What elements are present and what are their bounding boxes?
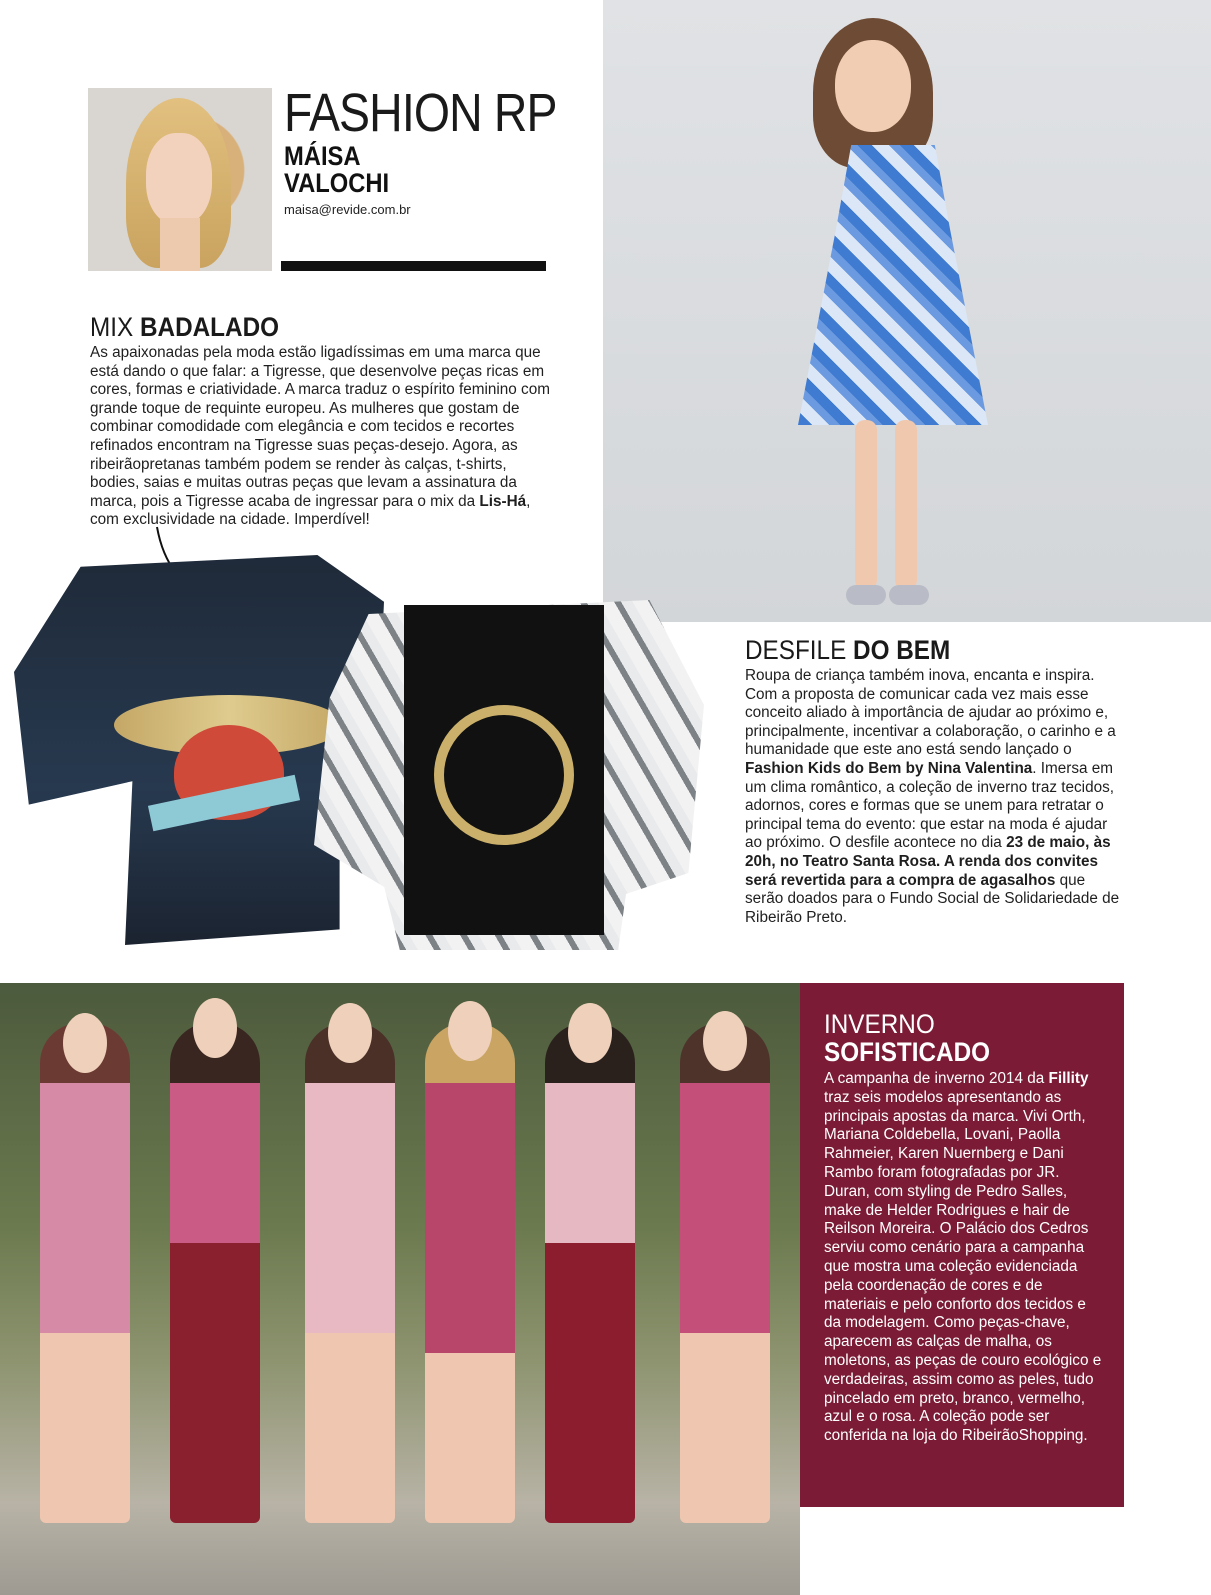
header-rule — [281, 261, 546, 271]
desfile-body: Roupa de criança também inova, encanta e inspira. Com a proposta de comunicar cada vez mais esse conceito aliado à importância de ajudar ao próximo e, principalmente, incentivar a colaboração, o carinho e a humanidade que este ano está sendo lançado o Fashion Kids do Bem by Nina Valentina. Imersa em um clima romântico, a coleção de inverno traz tecidos, adornos, cores e formas que se unem para retratar o principal tema do evento: que estar na moda é ajudar ao próximo. O desfile acontece no dia 23 de maio, às 20h, no Teatro Santa Rosa. A renda dos convites será revertida para a compra de agasalhos que serão doados para o Fundo Social de Solidariedade de Ribeirão Preto. — [745, 667, 1120, 926]
author-photo — [88, 88, 272, 271]
inverno-brand-name: Fillity — [1048, 1070, 1089, 1087]
inverno-title-bold: SOFISTICADO — [824, 1037, 991, 1067]
mix-title — [90, 312, 279, 342]
mix-title-light: MIX — [90, 312, 134, 342]
inverno-title — [824, 1010, 990, 1066]
campaign-photo — [0, 983, 800, 1595]
author-name — [284, 143, 389, 197]
column-title: FASHION RP — [284, 83, 557, 143]
author-name-line1: MÁISA — [284, 141, 361, 171]
mix-store-name: Lis-Há — [479, 492, 527, 510]
mix-body: As apaixonadas pela moda estão ligadíssimas em uma marca que está dando o que falar: a Tigresse, que desenvolve peças ricas em cores, formas e criatividade. A marca traduz o espírito feminino com grande toque de requinte europeu. As mulheres que gostam de combinar comodidade com elegância e com tecidos e recortes refinados encontram na Tigresse suas peças-desejo. Agora, as ribeirãopretanas também podem se render às calças, t-shirts, bodies, saias e muitas outras peças que levam a assinatura da marca, pois a Tigresse acaba de ingressar para o mix da Lis-Há, com exclusividade na cidade. Imperdível! — [90, 344, 550, 529]
desfile-title-bold: DO BEM — [853, 635, 951, 665]
mix-title-bold: BADALADO — [139, 312, 280, 342]
desfile-title — [745, 635, 950, 665]
inverno-body: A campanha de inverno 2014 da Fillity traz seis modelos apresentando as principais apostas da marca. Vivi Orth, Mariana Coldebella, Lovani, Paolla Rahmeier, Karen Nuernberg e Dani Rambo foram fotografadas por JR. Duran, com styling de Pedro Salles, make de Helder Rodrigues e hair de Reilson Moreira. O Palácio dos Cedros serviu como cenário para a campanha que mostra uma coleção evidenciada pela coordenação de cores e de materiais e pelo conforto dos tecidos e da modelagem. Como peças-chave, aparecem as calças de malha, os moletons, as peças de couro ecológico e verdadeiras, assim como as peles, tudo pincelado em preto, branco, vermelho, azul e o rosa. A coleção pode ser conferida na loja do RibeirãoShopping. — [824, 1070, 1102, 1445]
desfile-title-light: DESFILE — [745, 635, 847, 665]
desfile-event-name: Fashion Kids do Bem by Nina Valentina — [745, 759, 1033, 777]
kid-dress-photo — [603, 0, 1211, 622]
tshirts-photo — [14, 555, 704, 960]
author-name-line2: VALOCHI — [284, 168, 390, 198]
inverno-title-light: INVERNO — [824, 1009, 935, 1039]
author-email[interactable]: maisa@revide.com.br — [284, 202, 411, 217]
desfile-event-date: 23 de maio, às 20h, no Teatro Santa Rosa. A renda dos convites será revertida para a compra de agasalhos — [745, 834, 1111, 889]
